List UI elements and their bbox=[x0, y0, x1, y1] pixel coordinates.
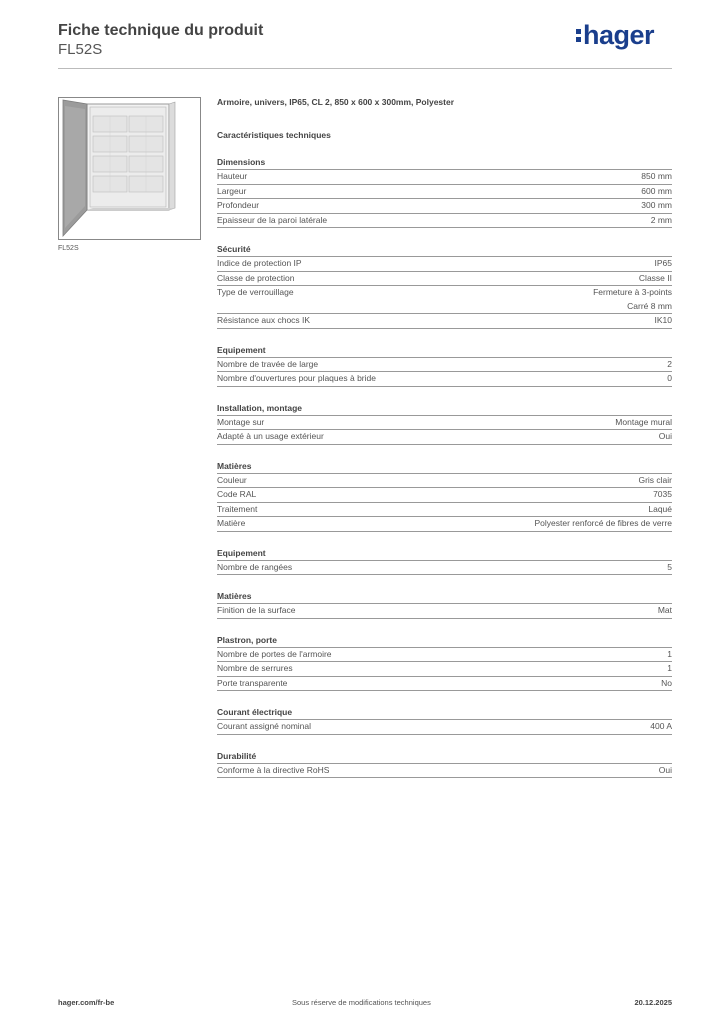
section-title: Plastron, porte bbox=[217, 634, 672, 648]
spec-value: 1 bbox=[667, 663, 672, 673]
spec-section bbox=[217, 156, 672, 228]
spec-value: Fermeture à 3-points Carré 8 mm bbox=[593, 287, 672, 311]
spec-value: 850 mm bbox=[641, 171, 672, 181]
spec-row bbox=[217, 314, 672, 329]
spec-label: Hauteur bbox=[217, 171, 248, 181]
spec-value: Gris clair bbox=[638, 474, 672, 485]
spec-row bbox=[217, 257, 672, 272]
spec-value: Laqué bbox=[648, 503, 672, 514]
spec-section bbox=[217, 706, 672, 735]
spec-value: IK10 bbox=[654, 315, 672, 325]
spec-row bbox=[217, 648, 672, 663]
spec-value: 2 mm bbox=[650, 214, 672, 225]
spec-value: 600 mm bbox=[641, 185, 672, 196]
section-title: Dimensions bbox=[217, 156, 672, 170]
spec-label: Nombre d'ouvertures pour plaques à bride bbox=[217, 373, 376, 383]
spec-value: 5 bbox=[667, 561, 672, 572]
spec-label: Nombre de travée de large bbox=[217, 358, 319, 369]
section-title: Matières bbox=[217, 460, 672, 474]
spec-row bbox=[217, 199, 672, 214]
image-caption: FL52S bbox=[58, 245, 79, 252]
spec-label: Classe de protection bbox=[217, 272, 295, 283]
spec-value: Polyester renforcé de fibres de verre bbox=[534, 518, 672, 528]
section-title: Courant électrique bbox=[217, 706, 672, 720]
section-title: Equipement bbox=[217, 547, 672, 561]
spec-row bbox=[217, 720, 672, 735]
product-description: Armoire, univers, IP65, CL 2, 850 x 600 x 300mm, Polyester bbox=[217, 97, 455, 107]
spec-row bbox=[217, 416, 672, 431]
spec-label: Largeur bbox=[217, 185, 247, 196]
product-code: FL52S bbox=[58, 41, 103, 58]
spec-row bbox=[217, 372, 672, 387]
hager-logo bbox=[576, 20, 654, 51]
spec-section bbox=[217, 460, 672, 532]
spec-section bbox=[217, 634, 672, 692]
spec-label: Nombre de portes de l'armoire bbox=[217, 648, 332, 659]
spec-row bbox=[217, 430, 672, 445]
spec-row bbox=[217, 185, 672, 200]
footer-website: hager.com/fr-be bbox=[58, 998, 115, 1007]
footer-notice: Sous réserve de modifications techniques bbox=[292, 998, 431, 1007]
spec-section bbox=[217, 590, 672, 619]
spec-value: Oui bbox=[658, 431, 672, 441]
spec-row bbox=[217, 604, 672, 619]
logo-dots-icon bbox=[576, 29, 581, 45]
spec-value: 0 bbox=[667, 373, 672, 383]
spec-row bbox=[217, 214, 672, 229]
spec-label: Type de verrouillage bbox=[217, 287, 294, 297]
page-header bbox=[58, 22, 672, 70]
spec-section bbox=[217, 402, 672, 445]
spec-section bbox=[217, 750, 672, 779]
section-title: Sécurité bbox=[217, 243, 672, 257]
spec-sections bbox=[217, 156, 672, 778]
spec-value: 300 mm bbox=[641, 200, 672, 210]
spec-label: Conforme à la directive RoHS bbox=[217, 764, 330, 775]
spec-value: No bbox=[661, 677, 672, 688]
spec-label: Courant assigné nominal bbox=[217, 721, 312, 731]
spec-row bbox=[217, 358, 672, 373]
spec-value: Classe II bbox=[638, 272, 672, 283]
section-title: Durabilité bbox=[217, 750, 672, 764]
spec-label: Indice de protection IP bbox=[217, 258, 302, 268]
spec-label: Matière bbox=[217, 518, 246, 528]
spec-label: Résistance aux chocs IK bbox=[217, 315, 311, 325]
section-title: Equipement bbox=[217, 344, 672, 358]
spec-value: Montage mural bbox=[615, 416, 672, 427]
spec-label: Profondeur bbox=[217, 200, 260, 210]
spec-label: Couleur bbox=[217, 474, 247, 485]
spec-section bbox=[217, 344, 672, 387]
spec-section bbox=[217, 547, 672, 576]
spec-label: Nombre de serrures bbox=[217, 663, 293, 673]
header-divider bbox=[58, 68, 672, 69]
spec-value: 7035 bbox=[653, 489, 672, 499]
spec-row bbox=[217, 286, 672, 314]
spec-row bbox=[217, 662, 672, 677]
spec-label: Nombre de rangées bbox=[217, 561, 293, 572]
spec-section bbox=[217, 243, 672, 329]
spec-value: 1 bbox=[667, 648, 672, 659]
spec-label: Montage sur bbox=[217, 416, 265, 427]
spec-value: Mat bbox=[657, 605, 672, 615]
spec-row bbox=[217, 474, 672, 489]
cabinet-illustration-icon bbox=[59, 98, 200, 239]
section-title: Installation, montage bbox=[217, 402, 672, 416]
spec-label: Finition de la surface bbox=[217, 605, 296, 615]
spec-value: IP65 bbox=[654, 258, 672, 268]
spec-label: Adapté à un usage extérieur bbox=[217, 431, 324, 441]
spec-row bbox=[217, 503, 672, 518]
spec-row bbox=[217, 764, 672, 779]
section-title: Matières bbox=[217, 590, 672, 604]
page-title: Fiche technique du produit bbox=[58, 22, 264, 39]
spec-value: Oui bbox=[658, 764, 672, 775]
spec-row bbox=[217, 272, 672, 287]
spec-row bbox=[217, 517, 672, 532]
spec-label: Code RAL bbox=[217, 489, 257, 499]
spec-value: 2 bbox=[667, 358, 672, 369]
logo-text: hager bbox=[582, 20, 654, 50]
spec-value: 400 A bbox=[650, 721, 672, 731]
spec-label: Traitement bbox=[217, 503, 258, 514]
spec-label: Epaisseur de la paroi latérale bbox=[217, 214, 328, 225]
spec-content bbox=[217, 97, 672, 778]
spec-row bbox=[217, 677, 672, 692]
spec-label: Porte transparente bbox=[217, 677, 288, 688]
characteristics-heading: Caractéristiques techniques bbox=[217, 130, 331, 140]
product-image bbox=[58, 97, 201, 240]
spec-row bbox=[217, 170, 672, 185]
spec-row bbox=[217, 488, 672, 503]
spec-row bbox=[217, 561, 672, 576]
footer-date: 20.12.2025 bbox=[634, 998, 672, 1007]
